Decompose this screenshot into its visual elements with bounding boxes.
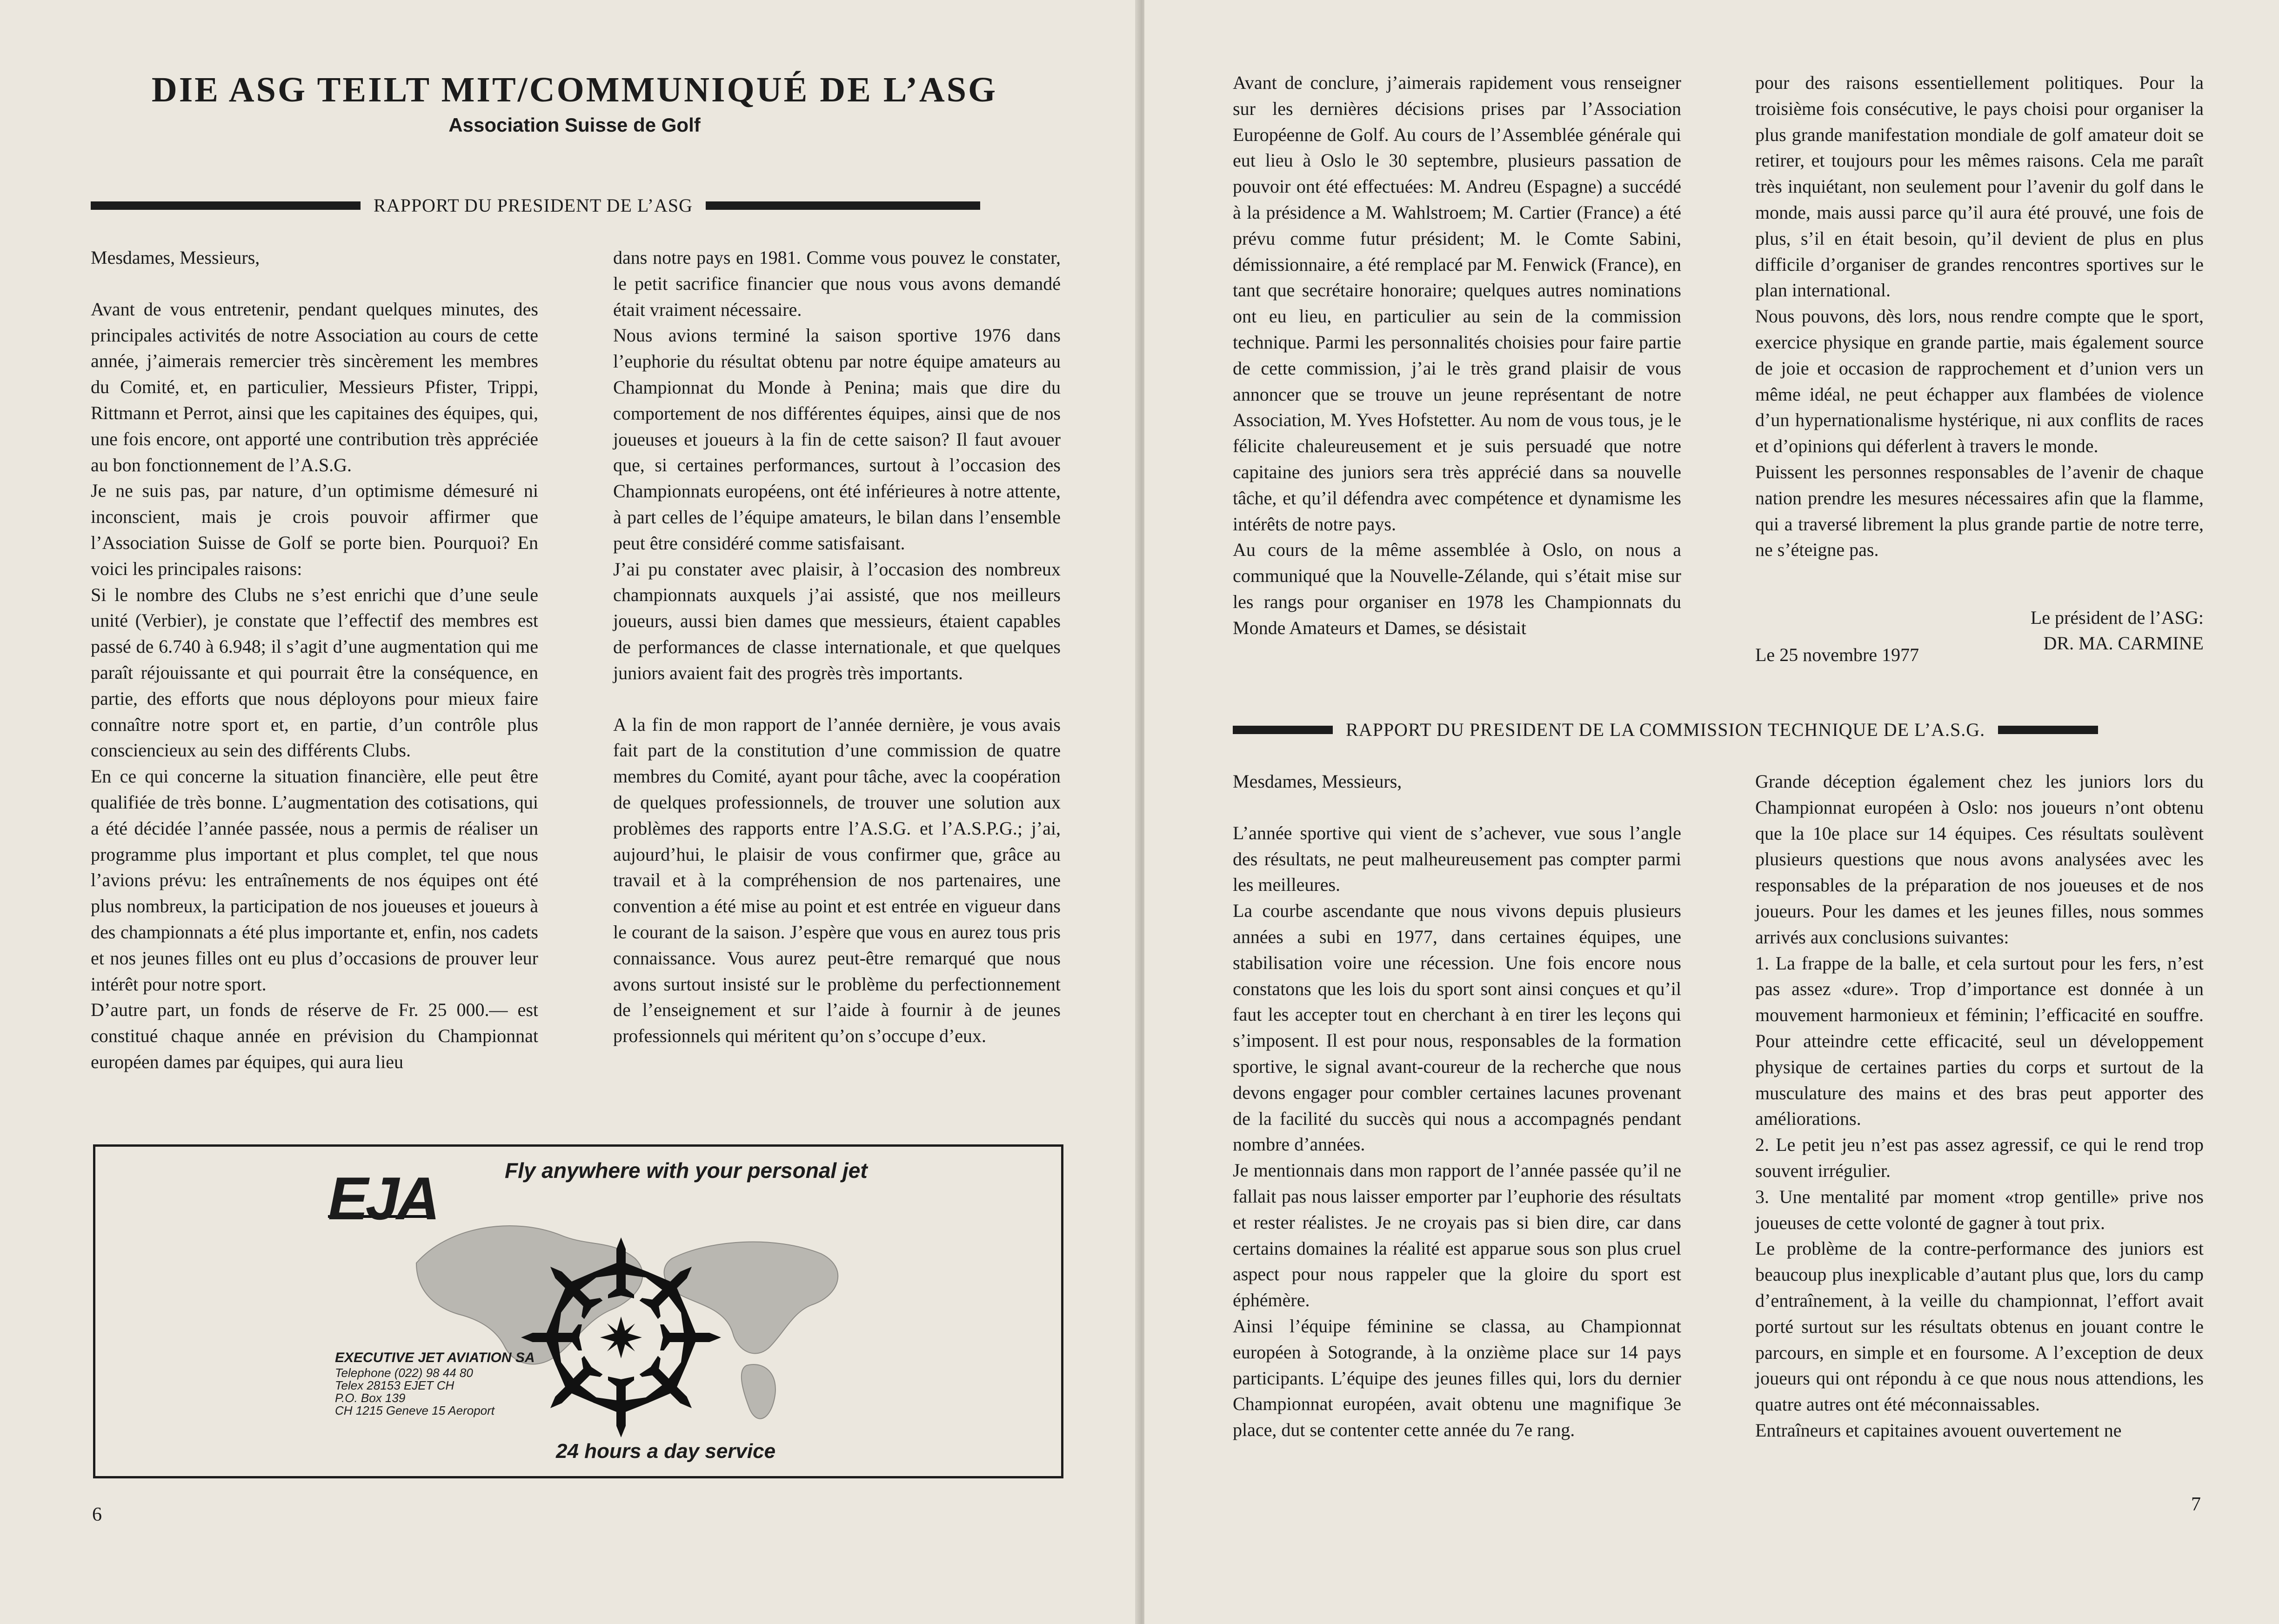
eja-logo: EJA xyxy=(328,1164,437,1232)
article-column-2 xyxy=(613,245,1061,1049)
paragraph: 3. Une mentalité par moment «trop gentille» prive nos joueuses de cette volonté de gagner à tout prix. xyxy=(1755,1186,2204,1233)
right-page xyxy=(1144,0,2279,1624)
paragraph: Grande déception également chez les juniors lors du Championnat européen à Oslo: nos joueurs n’ont obtenu que la 10e place sur 14 équipes. Ces résultats soulèvent plusieurs questions que nous avons analysées avec les responsables de la préparation de nos joueuses et de nos joueurs. Pour les dames et les jeunes filles, nous sommes arrivés aux conclusions suivantes: xyxy=(1755,771,2204,948)
paragraph: Ainsi l’équipe féminine se classa, au Championnat européen à Sotogrande, à la onzième place sur 14 pays participants. L’équipe des jeunes filles qui, lors du dernier Championnat européen, avait obtenu une magnifique 3e place, dut se contenter cette année du 7e rang. xyxy=(1233,1315,1681,1441)
report-date: Le 25 novembre 1977 xyxy=(1755,644,1919,665)
paragraph: La courbe ascendante que nous vivons depuis plusieurs années a subi en 1977, dans certaines équipes, une stabilisation voire une récession. Une fois encore nous constatons que les lois du sport sont ainsi conçues et qu’il faut les accepter tout en cherchant à en tirer les leçons qui s’imposent. Il est pour nous, responsables de la formation sportive, le signal avant-coureur de la recherche que nous devons engager pour combler certaines lacunes provenant de la facilité du succès qui nous a accompagnés pendant nombre d’années. xyxy=(1233,900,1681,1155)
paragraph: Je ne suis pas, par nature, d’un optimisme démesuré ni inconscient, mais je crois pouvoir affirmer que l’Association Suisse de Golf se porte bien. Pourquoi? En voici les principales raisons: xyxy=(91,480,538,579)
ad-service-line: 24 hours a day service xyxy=(556,1440,776,1463)
jet-icon xyxy=(629,1345,711,1428)
paragraph: Nous pouvons, dès lors, nous rendre compte que le sport, exercice physique en grande partie, mais également source de joie et occasion de rapprochement et d’union vers un même idéal, ne peut échapper aux flambées de violence d’un hypernationalisme hystérique, ni aux conflits de races et d’opinions qui déferlent à travers le monde. xyxy=(1755,306,2204,457)
jet-formation xyxy=(521,1237,721,1437)
salutation: Mesdames, Messieurs, xyxy=(91,247,260,268)
signature-title: Le président de l’ASG: xyxy=(2030,607,2204,628)
jet-icon xyxy=(660,1310,721,1365)
signature-name: DR. MA. CARMINE xyxy=(2043,633,2204,654)
paragraph: Si le nombre des Clubs ne s’est enrichi que d’une seule unité (Verbier), je constate que l’effectif des membres est passé de 6.740 à 6.948; il s’agit d’une augmentation qui me paraît réjouissante et qui pourrait être la conséquence, en partie, des efforts que nous déployons pour mieux faire connaître notre sport et, en partie, d’un contrôle plus consciencieux au sein des différents Clubs. xyxy=(91,584,538,761)
paragraph: pour des raisons essentiellement politiques. Pour la troisième fois consécutive, le pays choisi pour organiser la plus grande manifestation mondiale de golf amateur doit se retirer, et toujours pour les mêmes raisons. Cela me paraît très inquiétant, non seulement pour l’avenir du golf dans le monde, mais aussi parce qu’il aura été prouvé, une fois de plus, s’il en était besoin, qu’il devient de plus en plus difficile d’organiser de grandes rencontres sportives sur le plan international. xyxy=(1755,72,2204,301)
paragraph: 1. La frappe de la balle, et cela surtout pour les fers, n’est pas assez «dure». Trop d’importance est donnée à un mouvement harmonieux et féminin; l’efficacité en souffre. Pour atteindre cette efficacité, seul un développement physique de certaines parties du corps et surtout de la musculature des mains et des bras peut apporter des améliorations. xyxy=(1755,952,2204,1129)
paragraph: 2. Le petit jeu n’est pas assez agressif, ce qui le rend trop souvent irrégulier. xyxy=(1755,1134,2204,1181)
ad-contact-line: P.O. Box 139 xyxy=(335,1391,406,1405)
paragraph: D’autre part, un fonds de réserve de Fr. 25 000.— est constitué chaque année en prévision du Championnat européen dames par équipes, qui aura lieu xyxy=(91,999,538,1072)
left-page xyxy=(0,0,1139,1624)
ad-company-block xyxy=(335,1351,535,1417)
ad-company-name: EXECUTIVE JET AVIATION SA xyxy=(335,1350,535,1365)
paragraph: Le problème de la contre-performance des juniors est beaucoup plus inexplicable d’autant plus que, lors du camp d’entraînement, à la veille du championnat, l’effort avait porté surtout sur les résultats obtenus en jouant contre le parcours, en simple et en foursome. A l’exception de deux joueurs qui ont répondu à ce que nous nous attendions, les quatre autres ont été méconnaissables. xyxy=(1755,1238,2204,1415)
paragraph: L’année sportive qui vient de s’achever, vue sous l’angle des résultats, ne peut malheureusement pas compter parmi les meilleures. xyxy=(1233,822,1681,896)
heading-rule-left xyxy=(91,201,361,210)
paragraph: Nous avions terminé la saison sportive 1976 dans l’euphorie du résultat obtenu par notre équipe amateurs au Championnat du Monde à Penina; mais que dire du comportement de nos différentes équipes, ainsi que de nos joueuses et joueurs à la fin de cette saison? Il faut avouer que, si certaines performances, surtout à l’occasion des Championnats européens, ont été inférieures à notre attente, à part celles de l’équipe amateurs, le bilan dans l’ensemble peut être considéré comme satisfaisant. xyxy=(613,325,1061,554)
masthead xyxy=(91,70,1058,136)
jet-icon xyxy=(593,1377,649,1437)
paragraph: Entraîneurs et capitaines avouent ouvertement ne xyxy=(1755,1419,2122,1441)
eja-advertisement xyxy=(93,1144,1063,1478)
ad-contact-line: Telex 28153 EJET CH xyxy=(335,1378,454,1392)
section-heading-president xyxy=(91,194,980,216)
article-column-3 xyxy=(1233,70,1681,641)
article-column-4 xyxy=(1755,70,2204,563)
paragraph: En ce qui concerne la situation financière, elle peut être qualifiée de très bonne. L’augmentation des cotisations, qui a été décidée l’année passée, nous a permis de réaliser un programme plus important et plus complet, tel que nous l’avions prévu: les entraînements de nos équipes ont été plus nombreux, la participation de nos joueuses et joueurs à des championnats a été plus importante et, enfin, nos cadets et nos jeunes filles ont eu plus d’occasions de prouver leur intérêt pour notre sport. xyxy=(91,766,538,995)
paragraph: Je mentionnais dans mon rapport de l’année passée qu’il ne fallait pas nous laisser emporter par l’euphorie des résultats et rester réalistes. Je ne croyais pas si bien dire, car dans certains domaines la réalité est apparue sous son plus cruel aspect pour nous rappeler que la gloire du sport est éphémère. xyxy=(1233,1160,1681,1311)
section-heading-label: RAPPORT DU PRESIDENT DE LA COMMISSION TECHNIQUE DE L’A.S.G. xyxy=(1346,719,1985,740)
compass-star-icon xyxy=(600,1317,642,1358)
paragraph: J’ai pu constater avec plaisir, à l’occasion des nombreux championnats auxquels j’ai assisté, que nos meilleurs joueurs, aussi bien dames que messieurs, étaient capables de performances de classe internationale, et que quelques juniors avaient fait des progrès très importants. xyxy=(613,558,1061,683)
paragraph: dans notre pays en 1981. Comme vous pouvez le constater, le petit sacrifice financier que nous vous avons demandé était vraiment nécessaire. xyxy=(613,247,1061,320)
ad-tagline: Fly anywhere with your personal jet xyxy=(505,1158,868,1183)
paragraph: Puissent les personnes responsables de l’avenir de chaque nation prendre les mesures nécessaires afin que la flamme, qui a traversé librement la plus grande partie de notre terre, ne s’éteigne pas. xyxy=(1755,461,2204,561)
technical-column-1 xyxy=(1233,769,1681,1443)
page-subtitle: Association Suisse de Golf xyxy=(448,114,701,136)
paragraph: Avant de vous entretenir, pendant quelques minutes, des principales activités de notre Association au cours de cette année, j’aimerais remercier très sincèrement les membres du Comité, et, en particulier, Messieurs Pfister, Trippi, Rittmann et Perrot, ainsi que les capitaines des équipes, qui, une fois encore, ont apporté une contribution très appréciée au bon fonctionnement de l’A.S.G. xyxy=(91,298,538,475)
paragraph: Avant de conclure, j’aimerais rapidement vous renseigner sur les dernières décisions prises par l’Association Européenne de Golf. Au cours de l’Assemblée générale qui eut lieu à Oslo le 30 septembre, plusieurs passation de pouvoir ont été effectuées: M. Andreu (Espagne) a succédé à la présidence a M. Wahlstroem; M. Cartier (France) a été prévu comme futur président; M. le Comte Sabini, démissionnaire, a été remplacé par M. Fenwick (France), en tant que secrétaire honoraire; quelques autres nominations ont eu lieu, en particulier au sein de la commission technique. Parmi les personnalités choisies pour faire partie de cette commission, j’ai le très grand plaisir de vous annoncer que se trouve un jeune représentant de notre Association, M. Yves Hofstetter. Au nom de vous tous, je le félicite chaleureusement et je suis persuadé que notre capitaine des juniors sera très apprécié dans sa nouvelle tâche, et qu’il défendra avec compétence et dynamisme les intérêts de notre pays. xyxy=(1233,72,1681,535)
section-heading-technical xyxy=(1233,719,2098,741)
heading-rule-right xyxy=(1998,726,2098,734)
article-column-1 xyxy=(91,245,538,1075)
page-title: DIE ASG TEILT MIT/COMMUNIQUÉ DE L’ASG xyxy=(151,70,998,109)
section-heading-label: RAPPORT DU PRESIDENT DE L’ASG xyxy=(374,195,693,216)
paragraph: A la fin de mon rapport de l’année dernière, je vous avais fait part de la constitution d’une commission de quatre membres du Comité, ayant pour tâche, avec la coopération de quelques professionnels, de trouver une solution aux problèmes des rapports entre l’A.S.G. et l’A.S.P.G.; j’ai, aujourd’hui, le plaisir de vous confirmer que, grâce au travail et à la compréhension de nos partenaires, une convention a été mise au point et est entrée en vigueur dans le courant de la saison. J’espère que vous en aurez tous pris connaissance. Vous aurez peut-être remarqué que nous avons surtout insisté sur le problème du perfectionnement de l’enseignement et sur l’aide à fournir à de jeunes professionnels qui méritent qu’on s’occupe d’eux. xyxy=(613,714,1061,1047)
page-number-left: 6 xyxy=(92,1504,102,1525)
heading-rule-right xyxy=(706,201,980,210)
paragraph: Au cours de la même assemblée à Oslo, on nous a communiqué que la Nouvelle-Zélande, qui s’était mise sur les rangs pour organiser en 1978 les Championnats du Monde Amateurs et Dames, se désistait xyxy=(1233,539,1681,638)
page-number-right: 7 xyxy=(2191,1494,2201,1515)
heading-rule-left xyxy=(1233,726,1333,734)
technical-column-2 xyxy=(1755,769,2204,1444)
ad-contact-line: Telephone (022) 98 44 80 xyxy=(335,1366,473,1380)
ad-contact-line: CH 1215 Geneve 15 Aeroport xyxy=(335,1403,495,1417)
ad-artwork xyxy=(95,1147,1056,1471)
salutation: Mesdames, Messieurs, xyxy=(1233,771,1402,792)
